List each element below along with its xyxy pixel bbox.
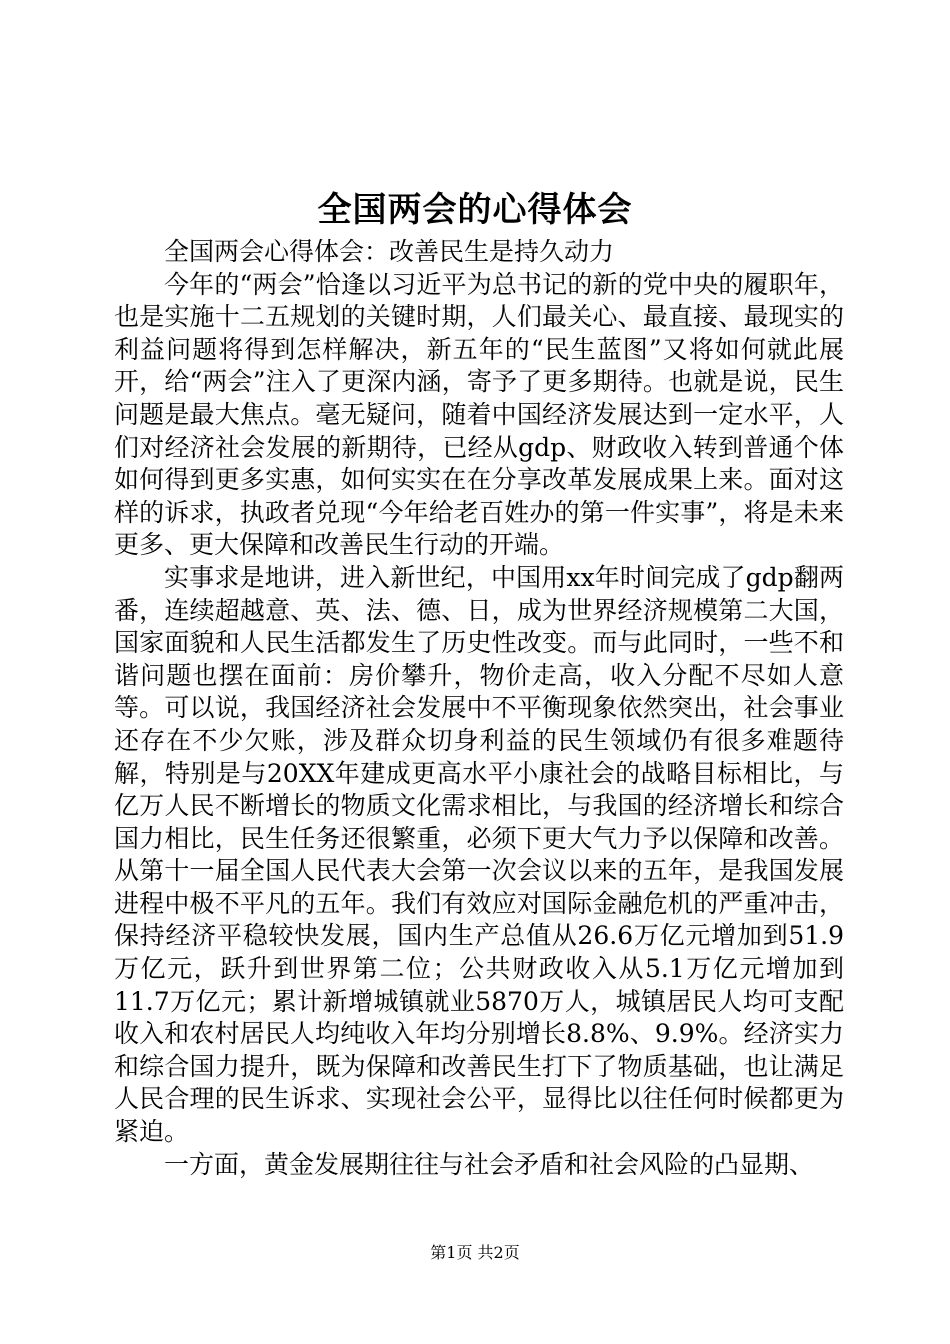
paragraph-1: 今年的“两会”恰逢以习近平为总书记的新的党中央的履职年，也是实施十二五规划的关键时期，人们最关心、最直接、最现实的利益问题将得到怎样解决，新五年的“民生蓝图”又将如何就此展开，给“两会”注入了更深内涵，寄予了更多期待。也就是说，民生问题是最大焦点。毫无疑问，随着中国经济发展达到一定水平，人们对经济社会发展的新期待，已经从gdp、财政收入转到普通个体如何得到更多实惠，如何实实在在分享改革发展成果上来。面对这样的诉求，执政者兑现“今年给老百姓办的第一件实事”，将是未来更多、更大保障和改善民生行动的开端。 xyxy=(114,269,844,560)
document-title: 全国两会的心得体会 xyxy=(317,190,633,230)
document-body xyxy=(114,236,844,1181)
paragraph-3: 一方面，黄金发展期往往与社会矛盾和社会风险的凸显期、 xyxy=(164,1149,815,1179)
paragraph-2: 实事求是地讲，进入新世纪，中国用xx年时间完成了gdp翻两番，连续超越意、英、法、德、日，成为世界经济规模第二大国，国家面貌和人民生活都发生了历史性改变。而与此同时，一些不和谐问题也摆在面前：房价攀升，物价走高，收入分配不尽如人意等。可以说，我国经济社会发展中不平衡现象依然突出，社会事业还存在不少欠账，涉及群众切身利益的民生领域仍有很多难题待解，特别是与20XX年建成更高水平小康社会的战略目标相比，与亿万人民不断增长的物质文化需求相比，与我国的经济增长和综合国力相比，民生任务还很繁重，必须下更大气力予以保障和改善。从第十一届全国人民代表大会第一次会议以来的五年，是我国发展进程中极不平凡的五年。我们有效应对国际金融危机的严重冲击，保持经济平稳较快发展，国内生产总值从26.6万亿元增加到51.9万亿元，跃升到世界第二位；公共财政收入从5.1万亿元增加到11.7万亿元；累计新增城镇就业5870万人，城镇居民人均可支配收入和农村居民人均纯收入年均分别增长8.8%、9.9%。经济实力和综合国力提升，既为保障和改善民生打下了物质基础，也让满足人民合理的民生诉求、实现社会公平，显得比以往任何时候都更为紧迫。 xyxy=(114,562,844,1147)
document-subtitle: 全国两会心得体会：改善民生是持久动力 xyxy=(164,237,615,266)
page-footer: 第1页 共2页 xyxy=(430,1243,520,1262)
